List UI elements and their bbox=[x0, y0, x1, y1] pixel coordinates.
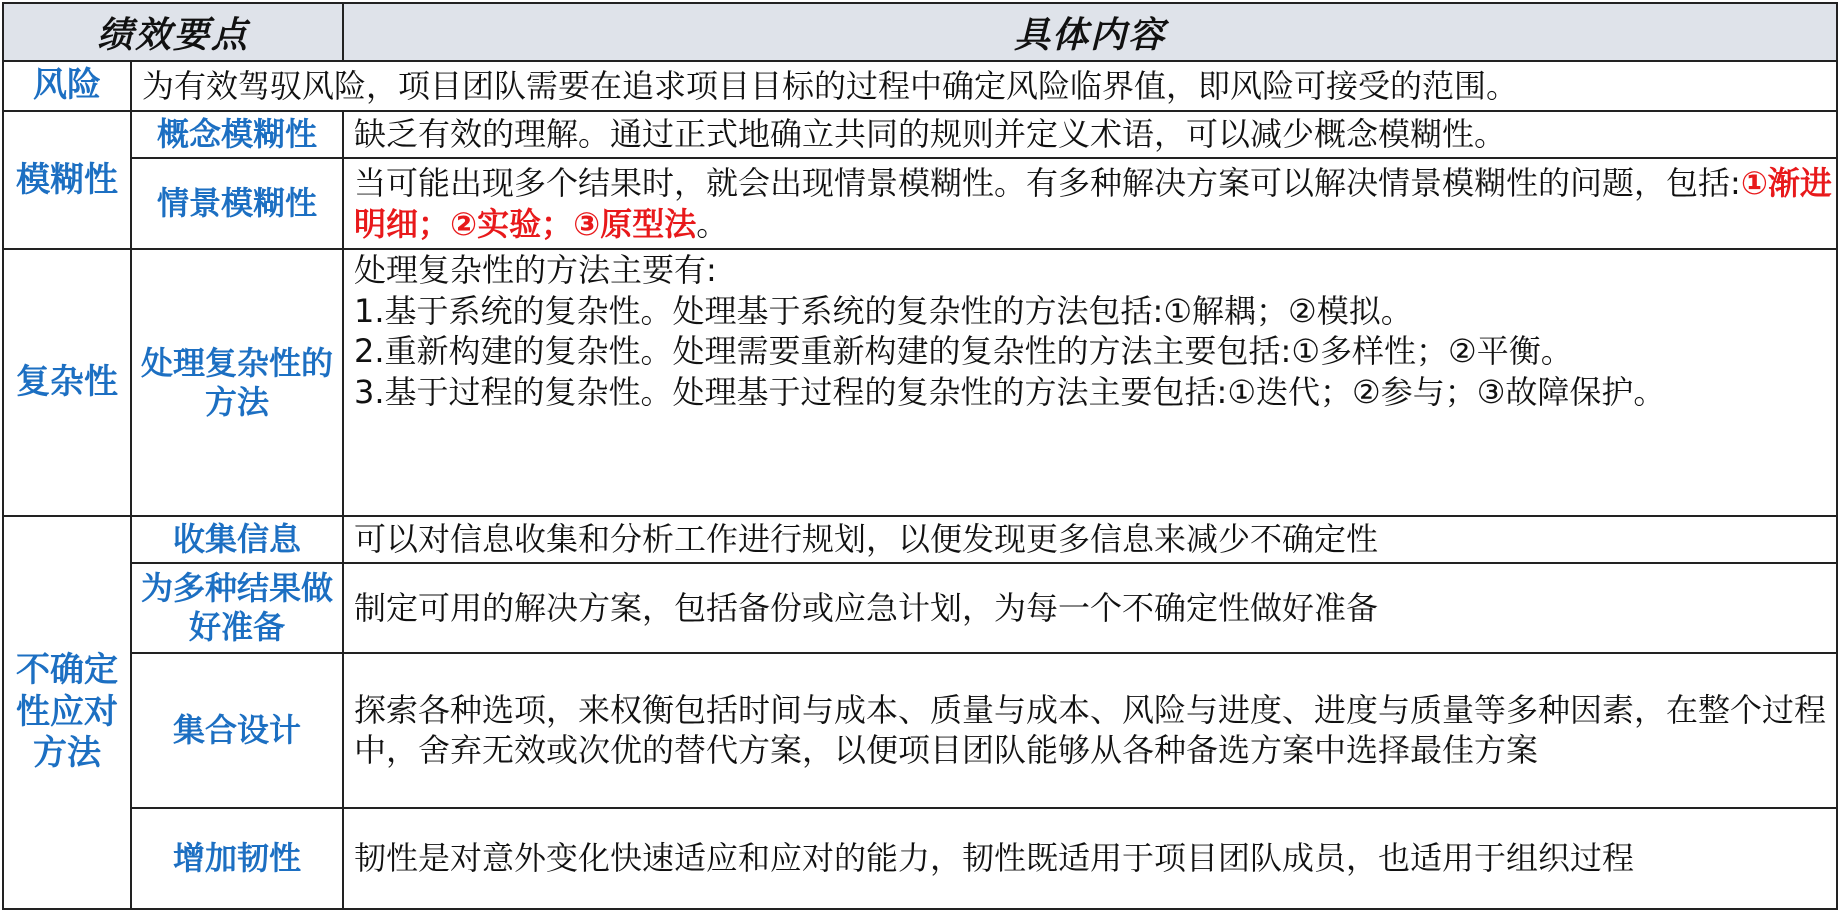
label-complexity-methods: 处理复杂性的方法 bbox=[131, 249, 343, 516]
category-uncertainty: 不确定性应对方法 bbox=[3, 516, 131, 909]
risk-content: 为有效驾驭风险，项目团队需要在追求项目目标的过程中确定风险临界值，即风险可接受的范围。 bbox=[131, 61, 1837, 111]
category-ambiguity: 模糊性 bbox=[3, 111, 131, 249]
complexity-line: 2.重新构建的复杂性。处理需要重新构建的复杂性的方法主要包括:①多样性；②平衡。 bbox=[354, 332, 1573, 371]
situational-highlight: ①渐进明细；②实验；③原型法 bbox=[354, 163, 1832, 243]
category-complexity: 复杂性 bbox=[3, 249, 131, 516]
complexity-line: 1.基于系统的复杂性。处理基于系统的复杂性的方法包括:①解耦；②模拟。 bbox=[354, 291, 1413, 330]
set-based-design-content: 探索各种选项，来权衡包括时间与成本、质量与成本、风险与进度、进度与质量等多种因素，在整个过程中，舍弃无效或次优的替代方案，以便项目团队能够从各种备选方案中选择最佳方案 bbox=[343, 653, 1837, 808]
label-situational-ambiguity: 情景模糊性 bbox=[131, 158, 343, 249]
situational-text: 当可能出现多个结果时，就会出现情景模糊性。有多种解决方案可以解决情景模糊性的问题，包括: bbox=[354, 163, 1741, 202]
prepare-multiple-outcomes-content: 制定可用的解决方案，包括备份或应急计划，为每一个不确定性做好准备 bbox=[343, 563, 1837, 653]
gather-information-content: 可以对信息收集和分析工作进行规划，以便发现更多信息来减少不确定性 bbox=[343, 516, 1837, 563]
header-performance-points: 绩效要点 bbox=[3, 3, 343, 61]
label-add-resilience: 增加韧性 bbox=[131, 808, 343, 909]
situational-ambiguity-content bbox=[343, 158, 1837, 249]
complexity-line: 处理复杂性的方法主要有: bbox=[354, 251, 717, 290]
category-risk: 风险 bbox=[3, 61, 131, 111]
situational-text-end: 。 bbox=[696, 204, 729, 243]
add-resilience-content: 韧性是对意外变化快速适应和应对的能力，韧性既适用于项目团队成员，也适用于组织过程 bbox=[343, 808, 1837, 909]
label-set-based-design: 集合设计 bbox=[131, 653, 343, 808]
header-specific-content: 具体内容 bbox=[343, 3, 1837, 61]
complexity-line: 3.基于过程的复杂性。处理基于过程的复杂性的方法主要包括:①迭代；②参与；③故障保护。 bbox=[354, 373, 1666, 412]
conceptual-ambiguity-content: 缺乏有效的理解。通过正式地确立共同的规则并定义术语，可以减少概念模糊性。 bbox=[343, 111, 1837, 158]
label-gather-information: 收集信息 bbox=[131, 516, 343, 563]
complexity-content bbox=[343, 249, 1837, 516]
performance-table bbox=[2, 2, 1838, 910]
label-prepare-multiple-outcomes: 为多种结果做好准备 bbox=[131, 563, 343, 653]
label-conceptual-ambiguity: 概念模糊性 bbox=[131, 111, 343, 158]
